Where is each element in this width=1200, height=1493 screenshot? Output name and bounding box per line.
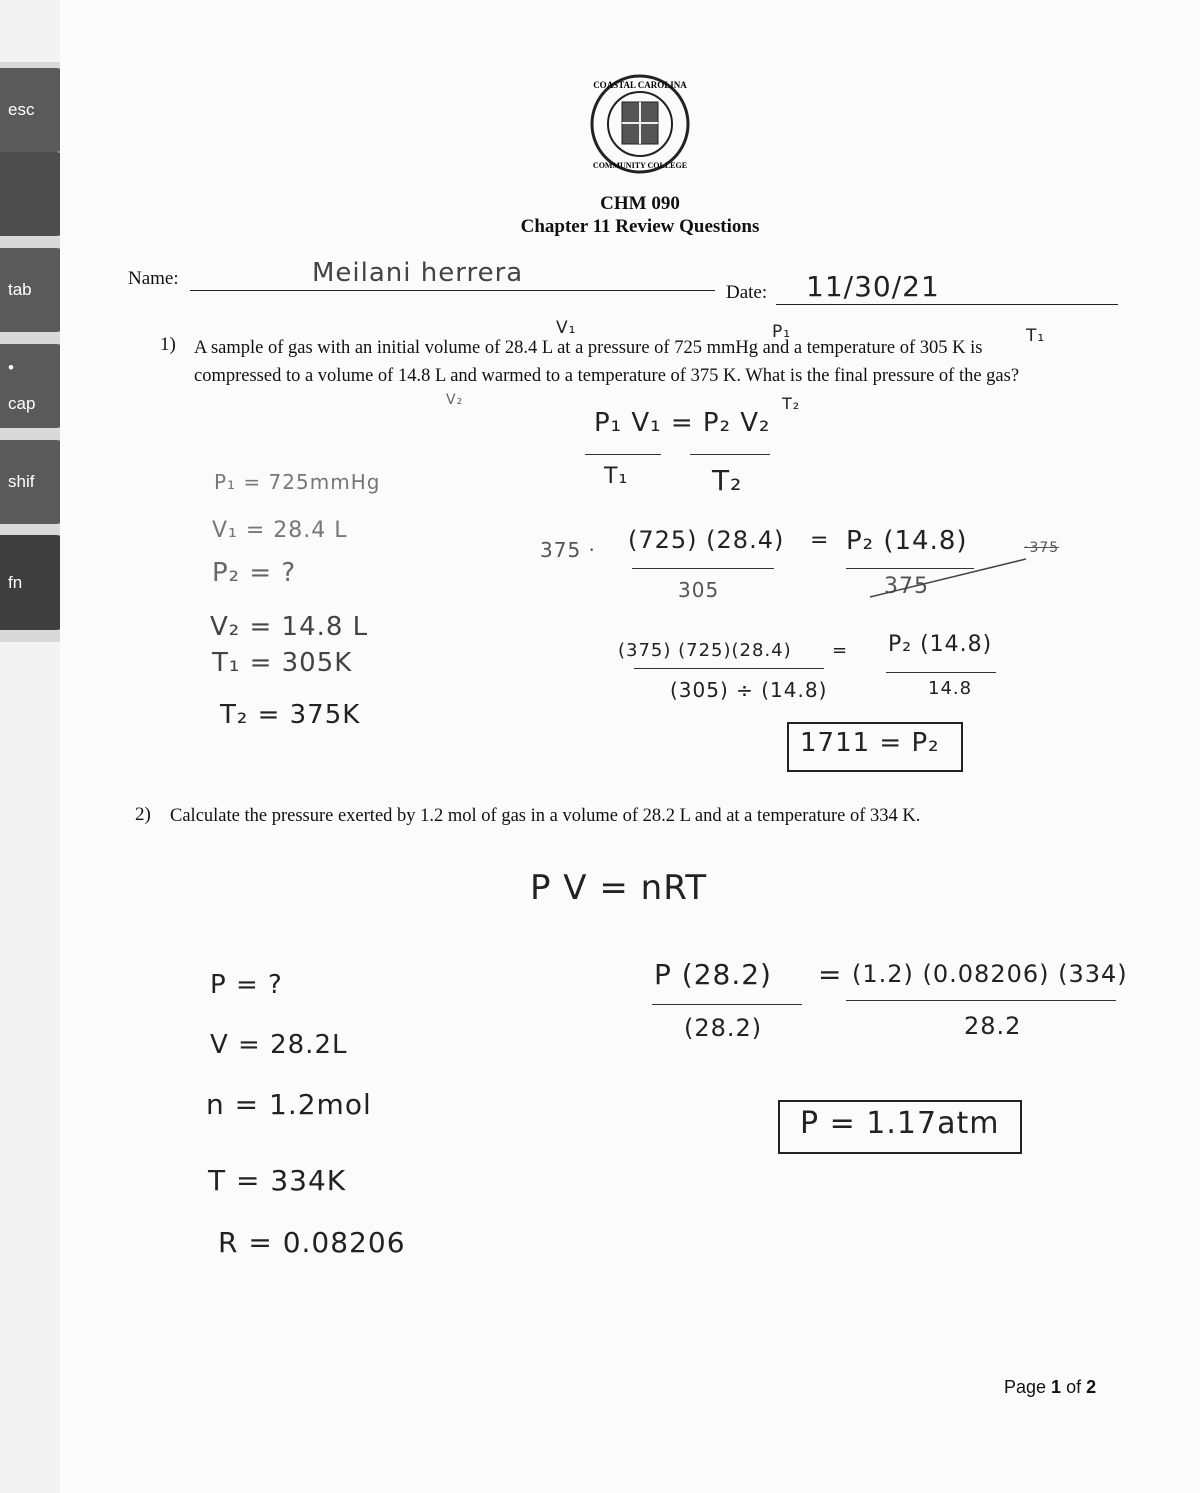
q1-formula-den-right: T₂ — [712, 464, 743, 497]
key-shift: shif — [0, 440, 68, 524]
q1-step2-rhs-numerator: P₂ (14.8) — [888, 632, 993, 657]
q2-text: Calculate the pressure exerted by 1.2 mol of gas in a volume of 28.2 L and at a temperature of 334 K. — [170, 806, 921, 826]
q2-step-rhs: (1.2) (0.08206) (334) — [852, 960, 1128, 988]
q1-given-v2: V₂ = 14.8 L — [210, 612, 369, 642]
q2-given-n: n = 1.2mol — [206, 1088, 372, 1121]
page-title: Chapter 11 Review Questions — [520, 216, 760, 237]
key-tab: tab — [0, 248, 68, 332]
q1-text-line1: A sample of gas with an initial volume of 28.4 L at a pressure of 725 mmHg and a temperature of 305 K is — [194, 338, 983, 358]
q2-step-lhs: P (28.2) — [654, 958, 772, 991]
q1-step2-denominator: (305) ÷ (14.8) — [670, 678, 828, 702]
q2-given-r: R = 0.08206 — [218, 1226, 406, 1259]
key-1 — [0, 152, 68, 236]
key-caps: • cap — [0, 344, 68, 428]
q1-step1-den-right: 375 — [884, 574, 929, 599]
q1-given-p2: P₂ = ? — [212, 558, 297, 588]
q2-number: 2) — [135, 804, 151, 825]
name-label: Name: — [128, 268, 179, 289]
name-underline — [190, 290, 715, 291]
q1-step2-equals: = — [832, 640, 849, 661]
svg-text:COASTAL CAROLINA: COASTAL CAROLINA — [593, 80, 687, 90]
q1-formula-numerator: P₁ V₁ = P₂ V₂ — [594, 408, 771, 438]
q1-text-line2: compressed to a volume of 14.8 L and warmed to a temperature of 375 K. What is the final pressure of the gas? — [194, 366, 1020, 386]
q2-answer: P = 1.17atm — [800, 1106, 1000, 1141]
q1-step1-numerator: (725) (28.4) — [628, 526, 785, 554]
q2-step-den-right: 28.2 — [964, 1012, 1022, 1040]
college-seal-logo — [588, 72, 692, 176]
q1-number: 1) — [160, 334, 176, 355]
q1-annot-v1: V₁ — [556, 318, 577, 338]
q2-given-p: P = ? — [210, 970, 283, 1000]
q1-step2-bar-right — [886, 672, 996, 673]
date-label: Date: — [726, 282, 768, 303]
q2-given-v: V = 28.2L — [210, 1030, 348, 1060]
q1-formula-bar-left — [585, 454, 661, 455]
q1-step1-multiplier: 375 · — [540, 538, 596, 562]
date-value: 11/30/21 — [806, 270, 940, 303]
q1-step2-numerator: (375) (725)(28.4) — [618, 640, 792, 661]
q2-step-bar-right — [846, 1000, 1116, 1001]
q2-given-t: T = 334K — [208, 1164, 347, 1197]
key-fn: fn — [0, 535, 68, 630]
q1-formula-den-left: T₁ — [604, 464, 629, 489]
q1-step2-bar-left — [634, 668, 824, 669]
q1-annot-p1: P₁ — [772, 322, 792, 342]
q2-step-bar-left — [652, 1004, 802, 1005]
q2-step-den-left: (28.2) — [684, 1014, 763, 1042]
q1-given-v1: V₁ = 28.4 L — [212, 518, 348, 543]
q2-step-equals: = — [818, 958, 843, 991]
date-underline — [776, 304, 1118, 305]
q1-step1-den-left: 305 — [678, 578, 720, 602]
q1-annot-t1: T₁ — [1026, 326, 1046, 346]
svg-text:COMMUNITY COLLEGE: COMMUNITY COLLEGE — [592, 161, 688, 170]
q1-annot-v2: V₂ — [446, 392, 464, 408]
q1-step2-rhs-denominator: 14.8 — [928, 678, 973, 699]
q1-formula-bar-right — [690, 454, 770, 455]
name-value: Meilani herrera — [312, 258, 524, 288]
q1-step1-equals: = — [810, 528, 830, 553]
q1-annot-t2: T₂ — [782, 394, 801, 413]
q1-step1-strike — [850, 555, 1030, 600]
q1-step1-crossed-375: ·375 — [1024, 540, 1060, 556]
key-esc: esc — [0, 68, 68, 152]
page-number: Page 1 of 2 — [1004, 1377, 1097, 1397]
course-code: CHM 090 — [600, 193, 680, 214]
q1-given-t2: T₂ = 375K — [220, 700, 361, 730]
q1-given-t1: T₁ = 305K — [212, 648, 353, 678]
q1-given-p1: P₁ = 725mmHg — [214, 470, 381, 494]
q1-step1-rhs-numerator: P₂ (14.8) — [846, 526, 968, 556]
q1-step1-bar-left — [632, 568, 774, 569]
q1-answer: 1711 = P₂ — [800, 728, 940, 758]
q2-formula: P V = nRT — [530, 868, 708, 908]
